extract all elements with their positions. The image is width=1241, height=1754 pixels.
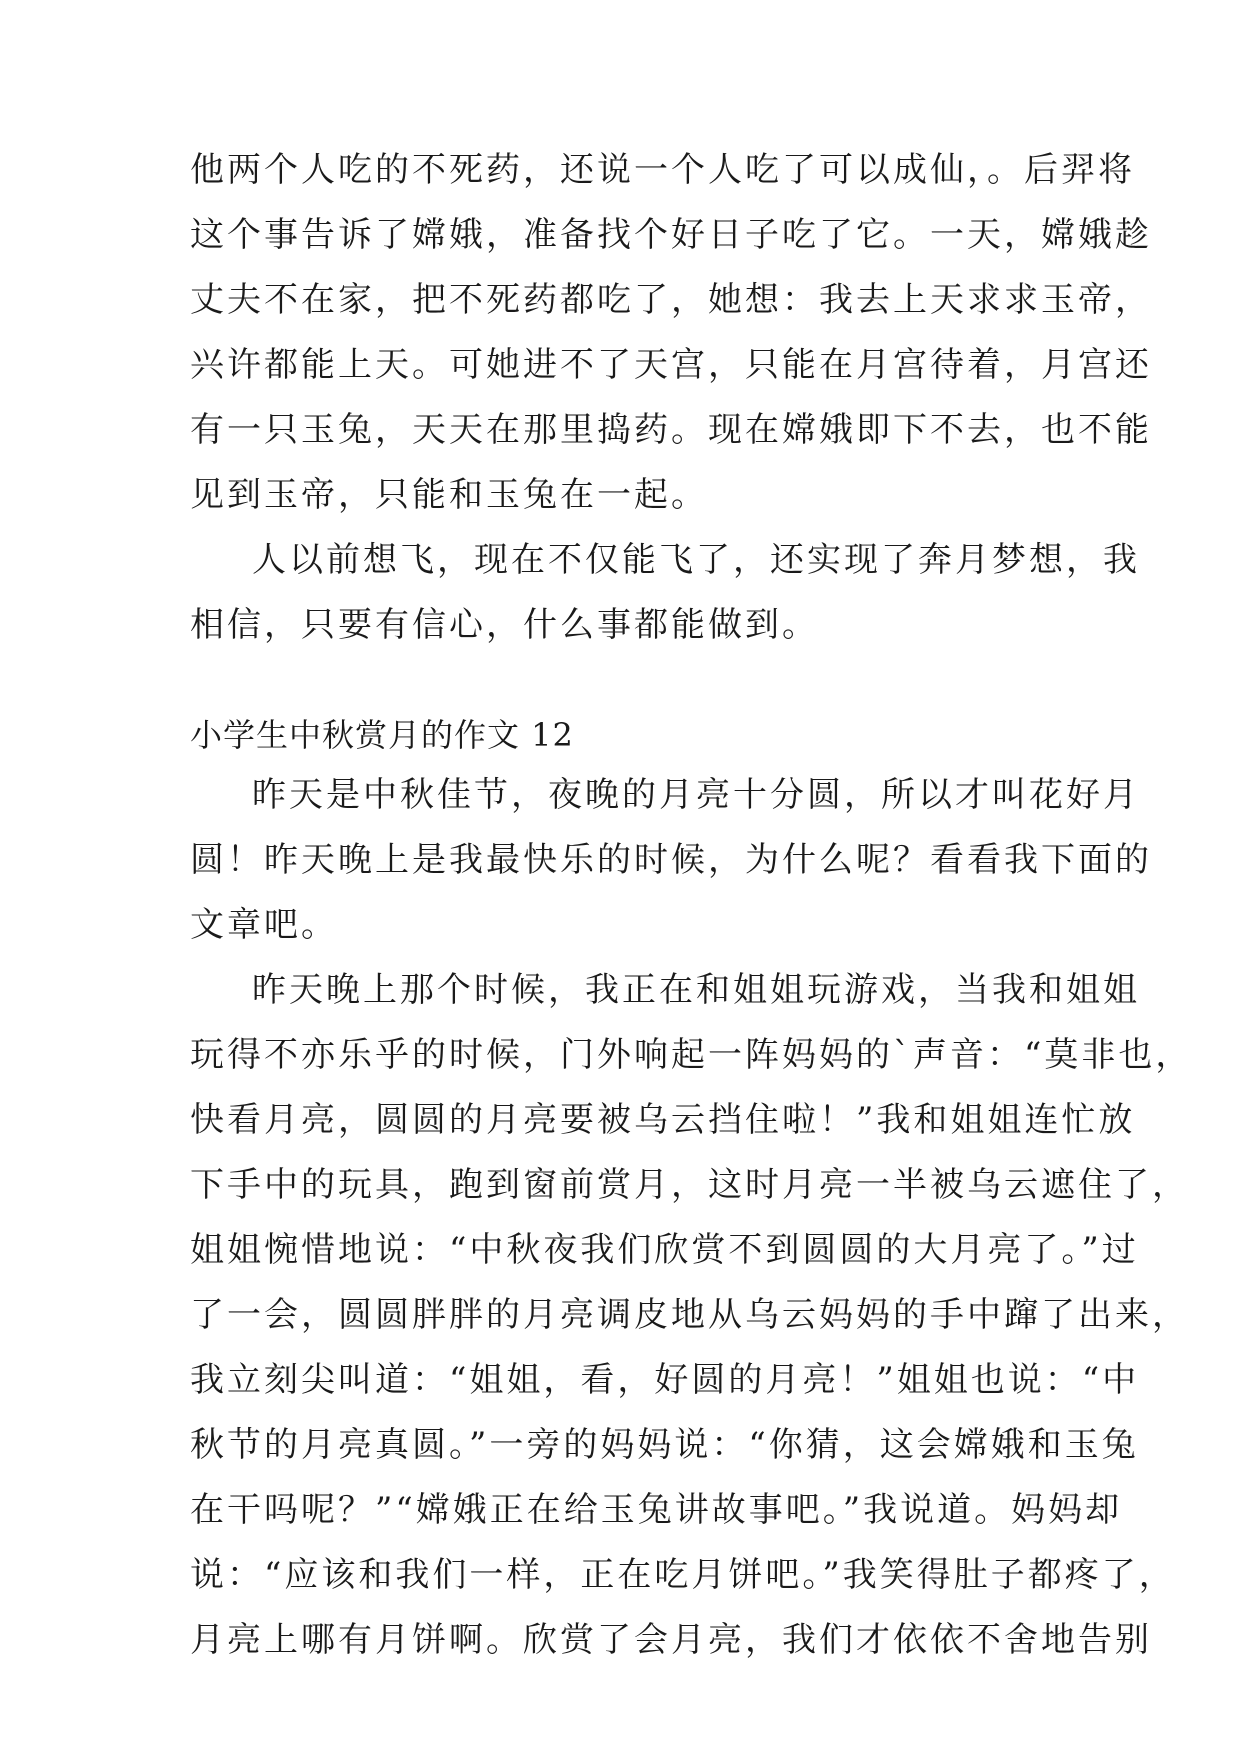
paragraph-line: 有一只玉兔，天天在那里捣药。现在嫦娥即下不去，也不能 bbox=[190, 410, 1152, 450]
section-heading: 小学生中秋赏月的作文 12 bbox=[190, 716, 574, 754]
paragraph-line: 我立刻尖叫道：“姐姐，看，好圆的月亮！”姐姐也说：“中 bbox=[190, 1360, 1140, 1400]
paragraph-line: 下手中的玩具，跑到窗前赏月，这时月亮一半被乌云遮住了， bbox=[190, 1165, 1189, 1205]
paragraph-line: 这个事告诉了嫦娥，准备找个好日子吃了它。一天，嫦娥趁 bbox=[190, 215, 1152, 255]
paragraph-line: 姐姐惋惜地说：“中秋夜我们欣赏不到圆圆的大月亮了。”过 bbox=[190, 1230, 1139, 1270]
paragraph-line: 相信，只要有信心，什么事都能做到。 bbox=[190, 605, 819, 645]
paragraph-line: 丈夫不在家，把不死药都吃了，她想：我去上天求求玉帝， bbox=[190, 280, 1152, 320]
paragraph-line: 了一会，圆圆胖胖的月亮调皮地从乌云妈妈的手中蹿了出来， bbox=[190, 1295, 1189, 1335]
paragraph-line: 在干吗呢？”“嫦娥正在给玉兔讲故事吧。”我说道。妈妈却 bbox=[190, 1490, 1123, 1530]
paragraph-line: 兴许都能上天。可她进不了天宫，只能在月宫待着，月宫还 bbox=[190, 345, 1152, 385]
paragraph-line: 人以前想飞，现在不仅能飞了，还实现了奔月梦想，我 bbox=[252, 540, 1140, 580]
paragraph-line: 玩得不亦乐乎的时候，门外响起一阵妈妈的`声音：“莫非也， bbox=[190, 1035, 1193, 1075]
paragraph-line: 文章吧。 bbox=[190, 905, 338, 945]
paragraph-line: 昨天是中秋佳节，夜晚的月亮十分圆，所以才叫花好月 bbox=[252, 775, 1140, 815]
paragraph-line: 秋节的月亮真圆。”一旁的妈妈说：“你猜，这会嫦娥和玉兔 bbox=[190, 1425, 1139, 1465]
paragraph-line: 月亮上哪有月饼啊。欣赏了会月亮，我们才依依不舍地告别 bbox=[190, 1620, 1152, 1660]
paragraph-line: 圆！昨天晚上是我最快乐的时候，为什么呢？看看我下面的 bbox=[190, 840, 1152, 880]
paragraph-line: 说：“应该和我们一样，正在吃月饼吧。”我笑得肚子都疼了， bbox=[190, 1555, 1176, 1595]
paragraph-line: 快看月亮，圆圆的月亮要被乌云挡住啦！”我和姐姐连忙放 bbox=[190, 1100, 1136, 1140]
paragraph-line: 昨天晚上那个时候，我正在和姐姐玩游戏，当我和姐姐 bbox=[252, 970, 1140, 1010]
paragraph-line: 见到玉帝，只能和玉兔在一起。 bbox=[190, 475, 708, 515]
paragraph-line: 他两个人吃的不死药，还说一个人吃了可以成仙，。后羿将 bbox=[190, 150, 1135, 190]
